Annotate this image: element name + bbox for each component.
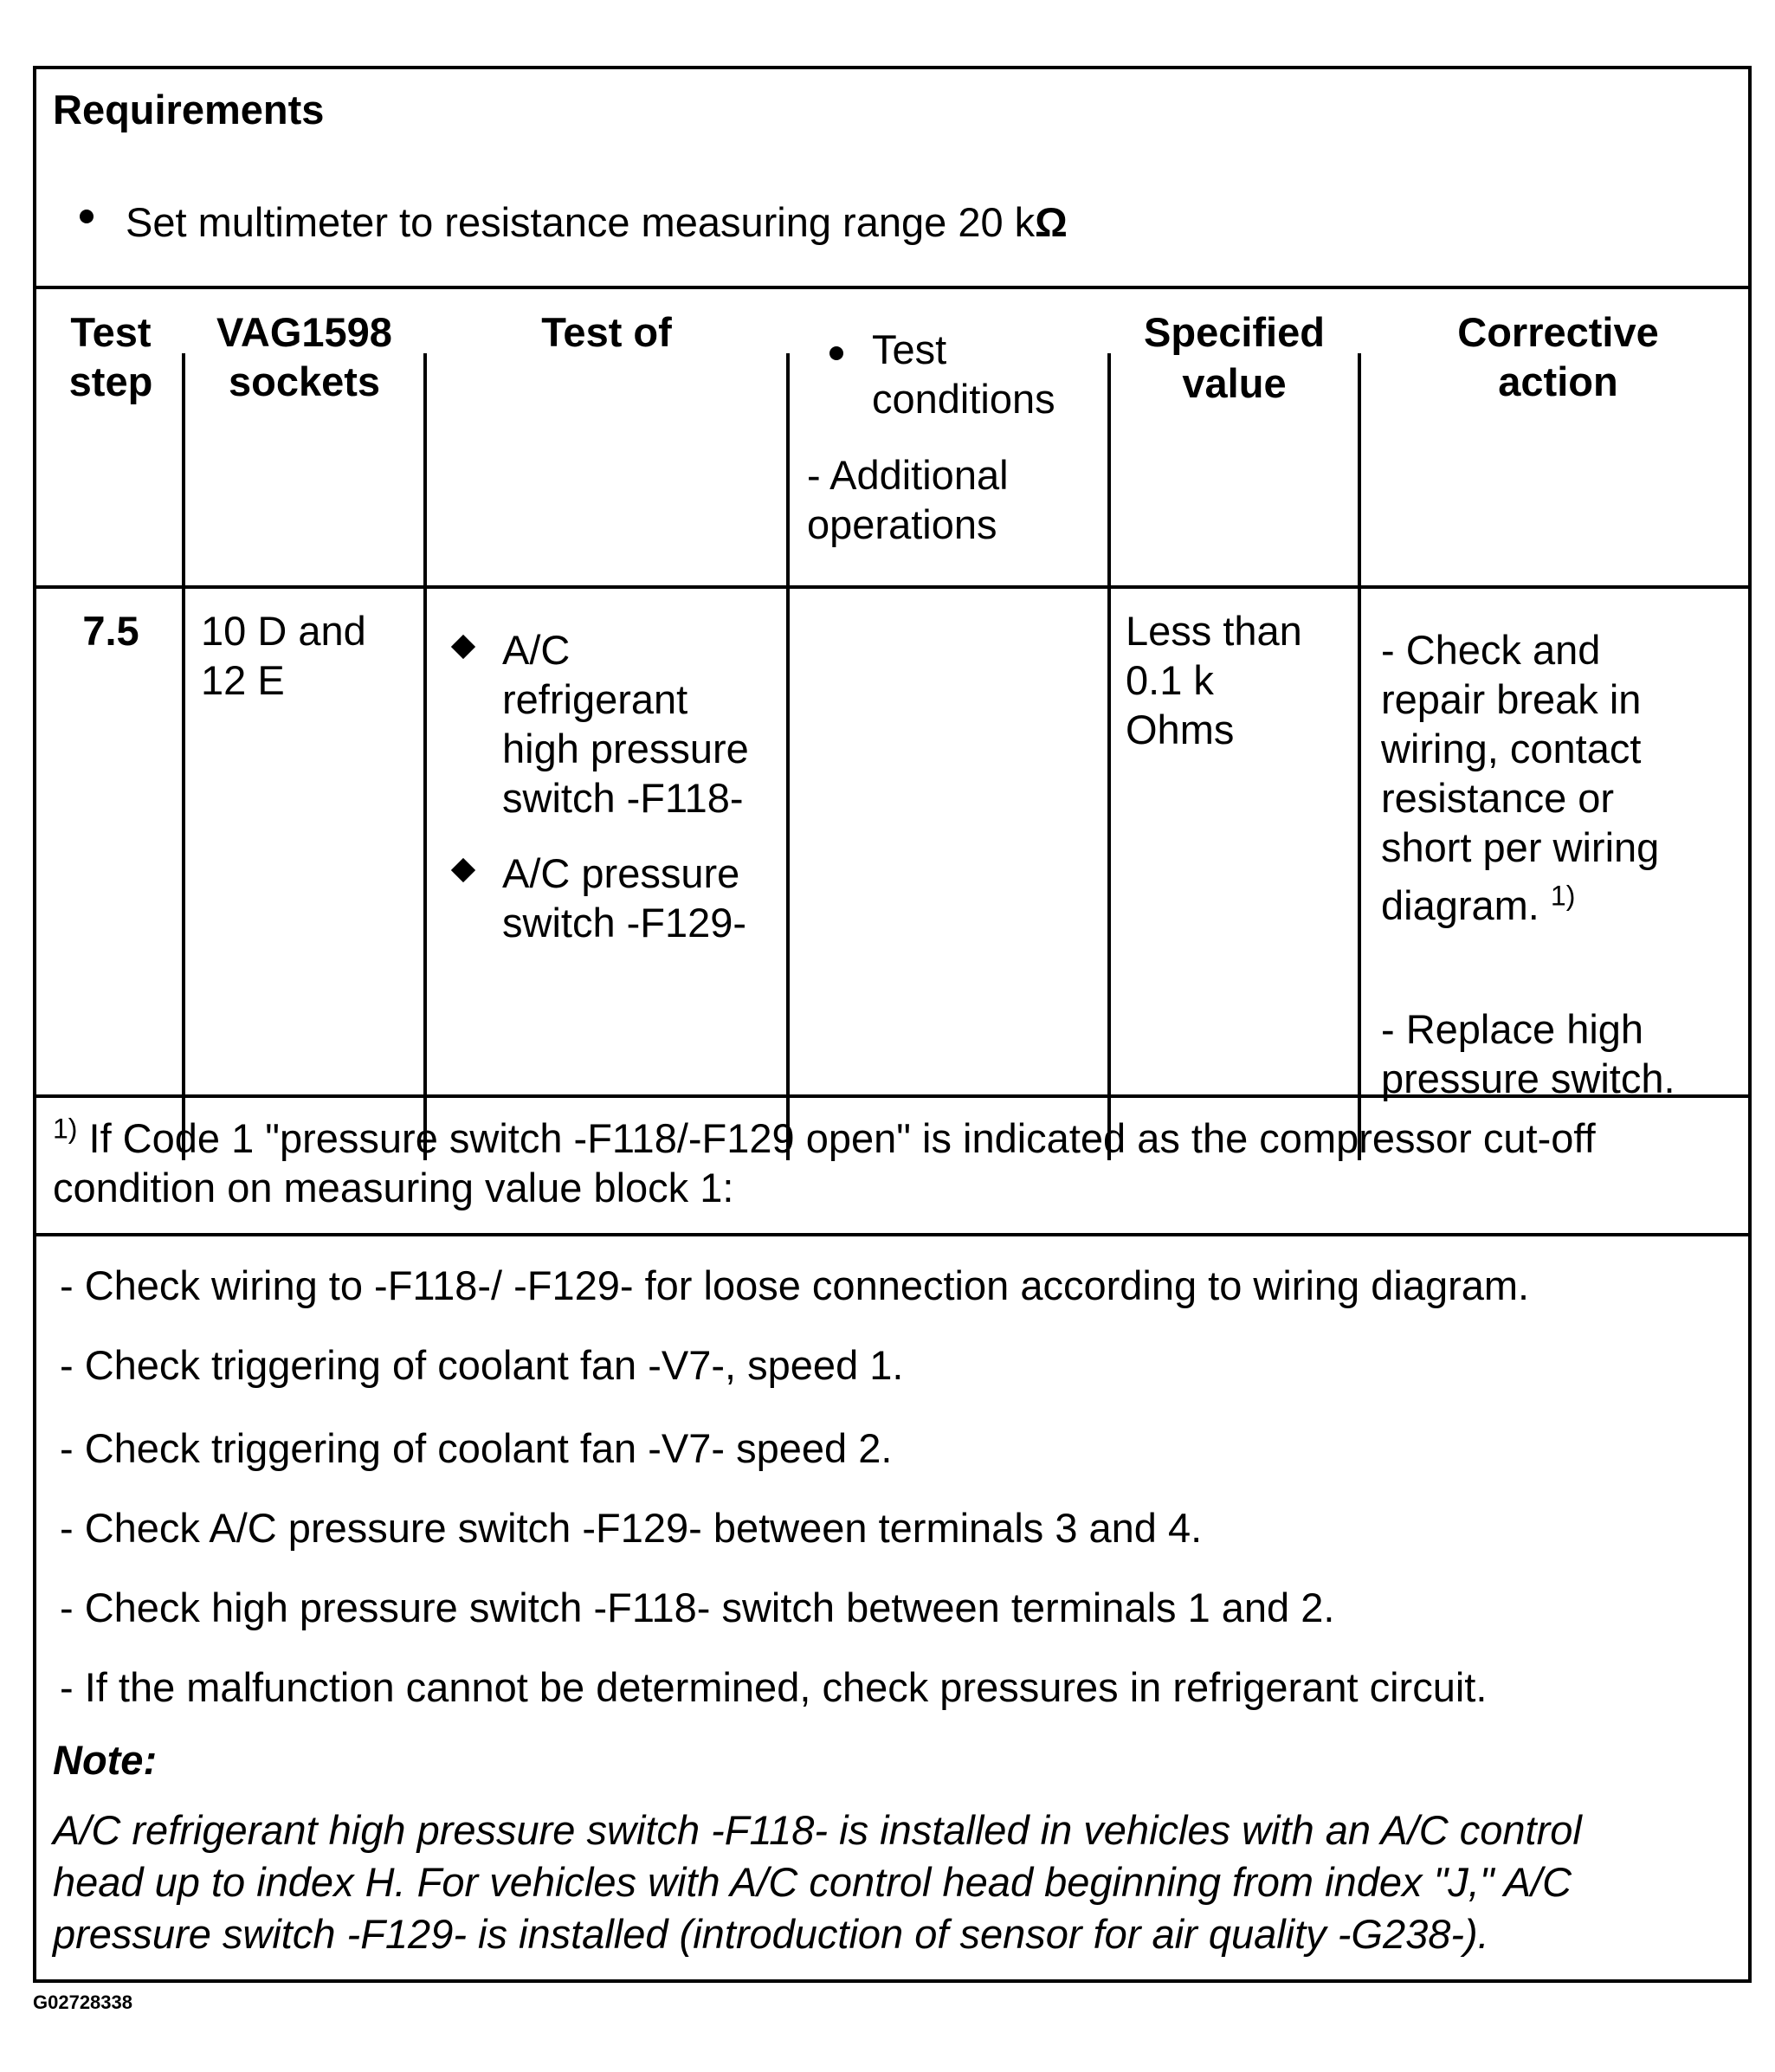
header-sockets: VAG1598 sockets [216, 309, 392, 404]
column-divider [182, 353, 185, 1160]
requirements-heading: Requirements [53, 87, 325, 132]
column-divider [786, 353, 790, 1160]
requirements-item: Set multimeter to resistance measuring range 20 kΩ [126, 199, 1068, 245]
row-test-of-f129: A/C pressure switch -F129- [502, 850, 747, 946]
bullet-icon [829, 346, 843, 360]
header-additional-operations: - Additional operations [807, 452, 1009, 547]
column-divider [1358, 353, 1361, 1160]
column-divider [423, 353, 427, 1160]
check-item: - Check high pressure switch -F118- switch between terminals 1 and 2. [60, 1585, 1335, 1630]
check-item: - Check wiring to -F118-/ -F129- for loose connection according to wiring diagram. [60, 1262, 1530, 1308]
diamond-bullet-icon [451, 858, 475, 882]
check-item: - Check A/C pressure switch -F129- between terminals 3 and 4. [60, 1505, 1203, 1551]
divider [36, 286, 1748, 289]
row-corrective-action-2: - Replace high pressure switch. [1381, 1006, 1675, 1101]
check-item: - Check triggering of coolant fan -V7- speed 2. [60, 1425, 893, 1471]
row-sockets: 10 D and 12 E [201, 608, 366, 703]
check-item: - Check triggering of coolant fan -V7-, speed 1. [60, 1342, 904, 1388]
divider [36, 585, 1748, 589]
header-test-conditions: Test conditions [872, 326, 1055, 422]
row-corrective-action-1: - Check and repair break in wiring, contact resistance or short per wiring diagram. $^{1)}$ [1381, 627, 1660, 928]
check-item: - If the malfunction cannot be determined, check pressures in refrigerant circuit. [60, 1664, 1488, 1710]
header-corrective-action: Corrective action [1457, 309, 1659, 404]
header-specified-value: Specified value [1144, 309, 1325, 406]
header-test-step: Test step [68, 309, 153, 404]
divider [36, 1233, 1748, 1236]
row-test-of-f118: A/C refrigerant high pressure switch -F118- [502, 627, 749, 821]
bullet-icon [80, 210, 94, 223]
note-text: A/C refrigerant high pressure switch -F118- is installed in vehicles with an A/C control head up to index H. For vehicles with A/C control head beginning from index "J," A/C pressure switch -F129- is installed (introduction of sensor for air quality -G238-). [53, 1807, 1582, 1957]
row-specified-value: Less than 0.1 k Ohms [1126, 608, 1302, 752]
column-divider [1107, 353, 1111, 1160]
note-heading: Note: [53, 1737, 158, 1783]
footnote: $^{1)}$ If Code 1 "pressure switch -F118/-F129 open" is indicated as the compressor cut-off condition on measuring value block 1: [53, 1113, 1596, 1210]
row-test-step: 7.5 [82, 608, 139, 654]
figure-id: G02728338 [33, 1991, 132, 2013]
procedure-table-frame [33, 66, 1752, 1983]
header-test-of: Test of [541, 309, 672, 355]
diamond-bullet-icon [451, 635, 475, 659]
